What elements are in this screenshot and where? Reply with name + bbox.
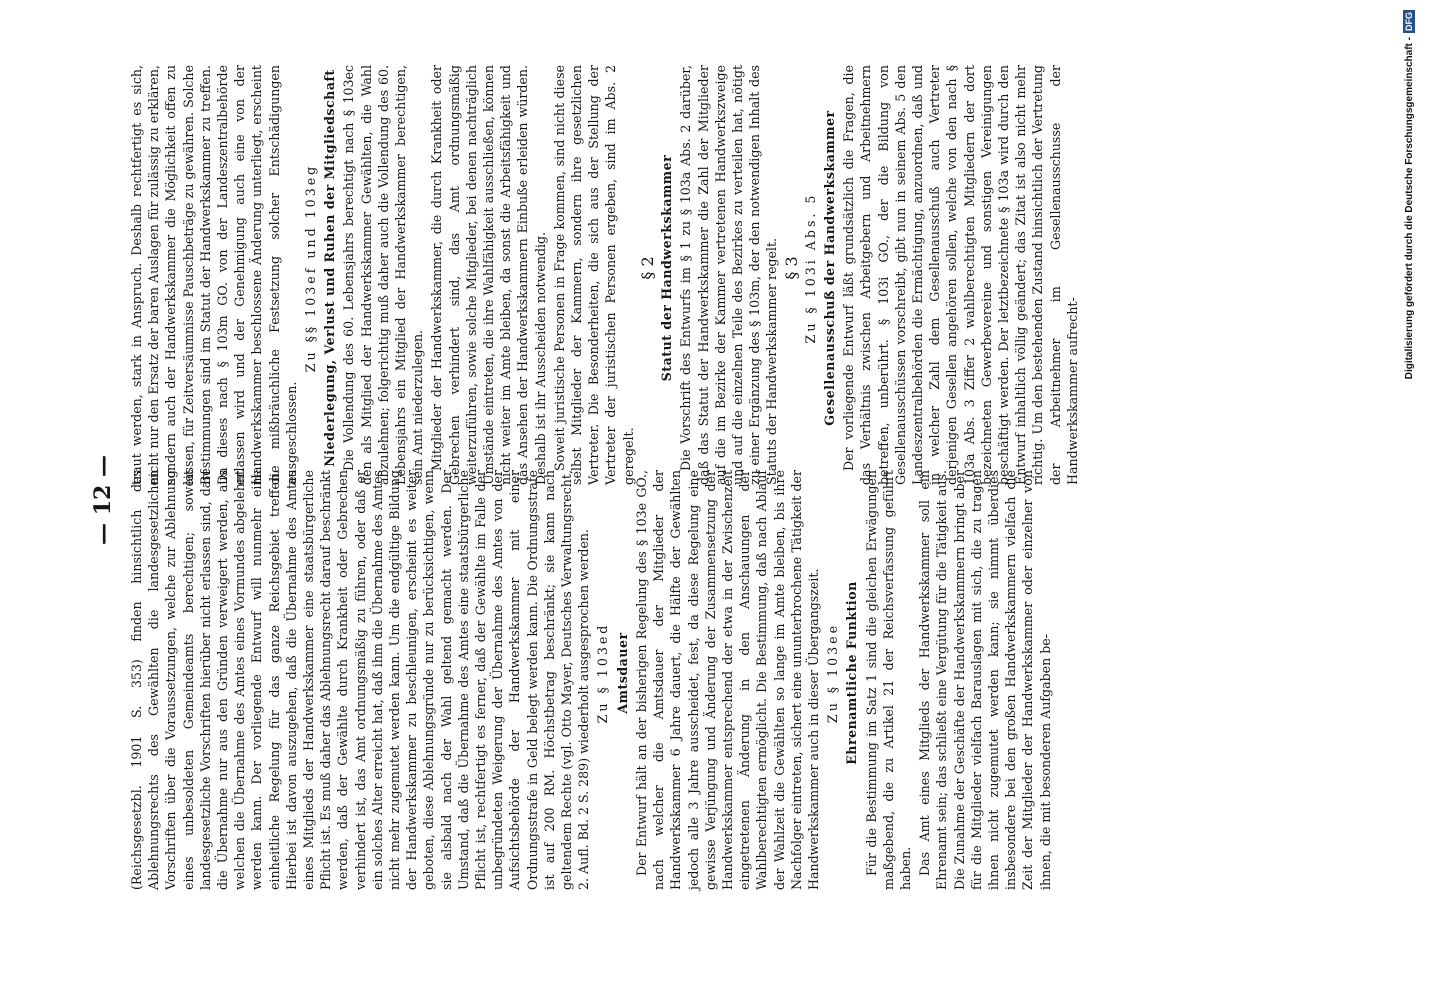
section-subtitle: Statut der Handwerkskammer xyxy=(659,154,675,382)
dfg-logo: DFG xyxy=(1404,12,1414,31)
paragraph: Soweit juristische Personen in Frage kommen, sind nicht diese selbst Mitglieder der Kammern, sondern ihre gesetzlichen Vertreter. Die Besonderheiten, die sich aus der Stellung der Vertreter der juristischen Personen ergeben, sind im Abs. 2 geregelt. xyxy=(551,65,636,485)
section-subtitle: Ehrenamtliche Funktion xyxy=(844,581,860,765)
section-subtitle: Niederlegung, Verlust und Ruhen der Mitgliedschaft xyxy=(322,69,338,467)
paragraph: Die Vorschrift des Entwurfs im § 1 zu § 103a Abs. 2 darüber, daß das Statut der Handwerkskammer die Zahl der Mitglieder auf die im Bezirke der Kammer vertretenen Handwerkszweige und auf die einzelnen Teile des Bezirkes zu verteilen hat, nötigt zu einer Ergänzung des § 103m, der den notwendigen Inhalt des Statuts der Handwerkskammer regelt. xyxy=(678,65,780,485)
paragraph: traut werden, stark in Anspruch. Deshalb rechtfertigt es sich, nicht nur den Ersatz der baren Auslagen für zulässig zu erklären, sondern auch der Handwerkskammer die Möglichkeit offen zu lassen, für Zeitversäumnisse Pauschbeträge zu gewähren. Solche Bestimmungen sind im Statut der Handwerkskammer zu treffen. Da dieses nach § 103m GO. von der Landeszentralbehörde erlassen wird und der Genehmigung auch eine von der Handwerkskammer beschlossene Änderung unterliegt, erscheint die mißbräuchliche Festsetzung solcher Entschädigungen ausgeschlossen. xyxy=(129,65,299,485)
page-number: — 12 — xyxy=(90,455,116,545)
paragraph: Der Entwurf hält an der bisherigen Regelung des § 103e GO., nach welcher die Amtsdauer der Mitglieder der Handwerkskammer 6 Jahre dauert, die Hälfte der Gewählten jedoch alle 3 Jahre ausscheidet, fest, da diese Regelung eine gewisse Verjüngung und Änderung der Zusammensetzung der Handwerkskammer entsprechend der etwa in der Zwischenzeit eingetretenen Änderung in den Anschauungen der Wahlberechtigten ermöglicht. Die Bestimmung, daß nach Ablauf der Wahlzeit die Gewählten so lange im Amte bleiben, bis ihre Nachfolger eintreten, sichert eine ununterbrochene Tätigkeit der Handwerkskammer auch in dieser Übergangszeit. xyxy=(633,470,821,890)
paragraph: Das Amt eines Mitglieds der Handwerkskammer soll ein Ehrenamt sein; das schließt eine Vergütung für die Tätigkeit aus. Die Zunahme der Geschäfte der Handwerkskammern bringt aber für die Mitglieder vielfach Barauslagen mit sich, die zu tragen ihnen nicht zugemutet werden kann; sie nimmt überdies insbesondere bei den großen Handwerkskammern vielfach die Zeit der Mitglieder der Handwerkskammer oder einzelner von ihnen, die mit besonderen Aufgaben be- xyxy=(917,470,1053,890)
paragraph: Die Vollendung des 60. Lebensjahrs berechtigt nach § 103ec den als Mitglied der Handwerkskammer Gewählten, die Wahl abzulehnen; folgerichtig muß daher auch die Vollendung des 60. Lebensjahrs ein Mitglied der Handwerkskammer berechtigen, sein Amt niederzulegen. xyxy=(341,65,426,485)
section-subtitle: Gesellenausschuß der Handwerkskammer xyxy=(821,110,837,426)
right-column xyxy=(128,65,1128,485)
section-title: Zu § 103i Abs. 5 xyxy=(802,192,818,344)
paragraph-sign: § 2 xyxy=(637,256,657,280)
left-column xyxy=(128,470,1128,890)
section-subtitle: Amtsdauer xyxy=(614,632,630,714)
paragraph: Der vorliegende Entwurf läßt grundsätzlich die Fragen, die das Verhältnis zwischen Arbeitgebern und Arbeitnehmern betreffen, unberührt. § 103i GO., der die Bildung von Gesellenausschüssen vorschreibt, gibt nun in seinem Abs. 5 den Landeszentralbehörden die Ermächtigung, anzuordnen, daß und in welcher Zahl dem Gesellenausschuß auch Vertreter derjenigen Gesellen angehören sollen, welche von den nach § 103a Abs. 3 Ziffer 2 wahlberechtigten Mitgliedern der dort bezeichneten Gewerbevereine und sonstigen Vereinigungen beschäftigt werden. Der letztbezeichnete § 103a wird durch den Entwurf inhaltlich völlig geändert; das Zitat ist also nicht mehr richtig. Um den bestehenden Zustand hinsichtlich der Vertretung der Arbeitnehmer im Gesellenausschusse der Handwerkskammer aufrecht- xyxy=(841,65,1080,485)
digitization-note xyxy=(1398,10,1420,990)
section-title: Zu §§ 103ef und 103eg xyxy=(303,163,319,373)
paragraph: (Reichsgesetzbl. 1901 S. 353) finden hinsichtlich des Ablehnungsrechts des Gewählten die landesgesetzlichen Vorschriften über die Voraussetzungen, welche zur Ablehnung eines unbesoldeten Gemeindeamts berechtigen; soweit landesgesetzliche Vorschriften hierüber nicht erlassen sind, darf die Übernahme nur aus den Gründen verweigert werden, aus welchen die Übernahme des Amtes eines Vormundes abgelehnt werden kann. Der vorliegende Entwurf will nunmehr eine einheitliche Regelung für das ganze Reichsgebiet treffen. Hierbei ist davon auszugehen, daß die Übernahme des Amtes eines Mitglieds der Handwerkskammer eine staatsbürgerliche Pflicht ist. Es muß daher das Ablehnungsrecht darauf beschränkt werden, daß der Gewählte durch Krankheit oder Gebrechen verhindert ist, das Amt ordnungsmäßig zu führen, oder daß er ein solches Alter erreicht hat, daß ihm die Übernahme des Amtes nicht mehr zugemutet werden kann. Um die endgültige Bildung der Handwerkskammer zu beschleunigen, erscheint es weiter geboten, diese Ablehnungsgründe nur zu berücksichtigen, wenn sie alsbald nach der Wahl geltend gemacht werden. Der Umstand, daß die Übernahme des Amtes eine staatsbürgerliche Pflicht ist, rechtfertigt es ferner, daß der Gewählte im Falle der unbegründeten Weigerung der Übernahme des Amtes von der Aufsichtsbehörde der Handwerkskammer mit einer Ordnungsstrafe in Geld belegt werden kann. Die Ordnungsstrafe ist auf 200 RM. Höchstbetrag beschränkt; sie kann nach geltendem Rechte (vgl. Otto Mayer, Deutsches Verwaltungsrecht, 2. Aufl. Bd. 2 S. 289) wiederholt ausgesprochen werden. xyxy=(129,470,592,890)
paragraph: Mitglieder der Handwerkskammer, die durch Krankheit oder Gebrechen verhindert sind, das Amt ordnungsmäßig weiterzuführen, sowie solche Mitglieder, bei denen nachträglich Umstände eintreten, die ihre Wahlfähigkeit ausschließen, können nicht weiter im Amte bleiben, da sonst die Arbeitsfähigkeit und das Ansehen der Handwerkskammern Einbuße erleiden würden. Deshalb ist ihr Ausscheiden notwendig. xyxy=(429,65,548,485)
section-title: Zu § 103ed xyxy=(595,622,611,724)
section-title: Zu § 103ee xyxy=(825,622,841,724)
paragraph: Für die Bestimmung im Satz 1 sind die gleichen Erwägungen maßgebend, die zu Artikel 21 der Reichsverfassung geführt haben. xyxy=(863,470,913,890)
digitization-note-text: Digitalisierung gefördert durch die Deutsche Forschungsgemeinschaft - xyxy=(1403,37,1415,380)
paragraph-sign: § 3 xyxy=(781,256,801,280)
